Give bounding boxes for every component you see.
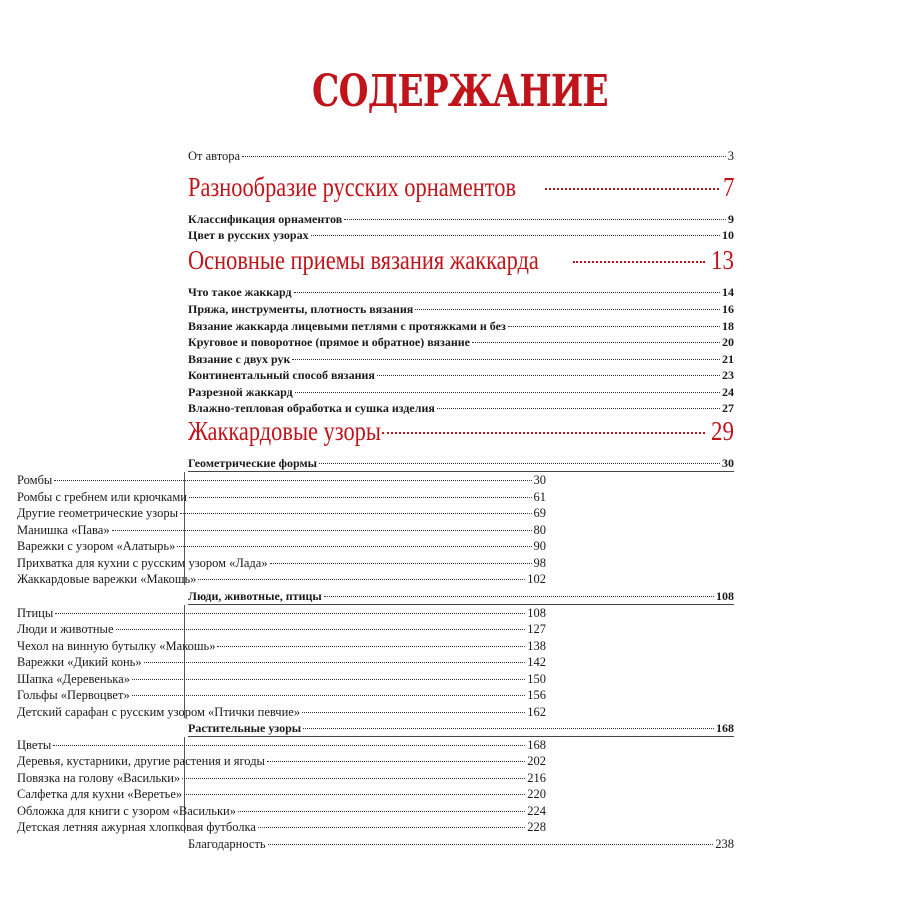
toc-entry-page-number: 23	[722, 368, 734, 382]
toc-section[interactable]	[188, 455, 734, 472]
toc-entry-outro[interactable]	[188, 836, 734, 853]
dot-leader	[54, 480, 531, 481]
toc-subentry-label: Гольфы «Первоцвет»	[17, 688, 130, 702]
dot-leader	[267, 761, 525, 762]
toc-subentry[interactable]	[17, 605, 546, 622]
toc-subentry-label: Жаккардовые варежки «Макошь»	[17, 572, 197, 586]
toc-subentry[interactable]	[17, 571, 546, 588]
toc-section-label: Геометрические формы	[188, 456, 318, 470]
toc-subentry-page-number: 156	[527, 688, 546, 702]
dot-leader	[112, 530, 532, 531]
toc-subentry[interactable]	[17, 737, 546, 754]
dot-leader	[382, 432, 705, 434]
toc-entry-label: Классификация орнаментов	[188, 212, 343, 226]
toc-entry-page-number: 18	[722, 319, 734, 333]
toc-subentry-page-number: 228	[527, 820, 546, 834]
toc-entry-page-number: 10	[722, 228, 734, 242]
toc-subentry[interactable]	[17, 538, 546, 555]
toc-subentry-page-number: 69	[533, 506, 546, 520]
toc-chapter[interactable]	[188, 170, 734, 206]
dot-leader	[437, 408, 720, 409]
toc-chapter-label: Основные приемы вязания жаккарда	[188, 245, 539, 275]
dot-leader	[319, 463, 720, 464]
dot-leader	[217, 646, 525, 647]
toc-entry-page-number: 20	[722, 335, 734, 349]
toc-entry-page-number: 9	[728, 212, 734, 226]
toc-subentry[interactable]	[17, 786, 546, 803]
toc-subentry[interactable]	[17, 505, 546, 522]
toc-section-page-number: 30	[722, 456, 734, 470]
toc-section[interactable]	[188, 588, 734, 605]
toc-subentry[interactable]	[17, 654, 546, 671]
toc-subentry-page-number: 162	[527, 705, 546, 719]
toc-subentry[interactable]	[17, 770, 546, 787]
toc-subentry-page-number: 224	[527, 804, 546, 818]
dot-leader	[472, 342, 720, 343]
dot-leader	[132, 679, 525, 680]
toc-subentry-page-number: 61	[533, 490, 546, 504]
toc-section[interactable]	[188, 720, 734, 737]
toc-subentry-label: Деревья, кустарники, другие растения и ягоды	[17, 754, 265, 768]
toc-entry[interactable]	[188, 334, 734, 351]
toc-subentry-label: Детский сарафан с русским узором «Птички певчие»	[17, 705, 301, 719]
toc-subentry[interactable]	[17, 819, 546, 836]
toc-subentry-label: Варежки с узором «Алатырь»	[17, 539, 176, 553]
toc-entry-page-number: 24	[722, 385, 734, 399]
toc-chapter-page-number: 13	[711, 245, 734, 275]
dot-leader	[242, 156, 726, 157]
dot-leader	[55, 613, 525, 614]
toc-subentry-page-number: 142	[527, 655, 546, 669]
page-title: СОДЕРЖАНИЕ	[312, 66, 608, 117]
toc-entry[interactable]	[188, 318, 734, 335]
toc-subentry-label: Птицы	[17, 606, 54, 620]
toc-subentry-page-number: 102	[527, 572, 546, 586]
toc-chapter[interactable]	[188, 243, 734, 279]
toc-subentry-label: Детская летняя ажурная хлопковая футболка	[17, 820, 256, 834]
toc-entry[interactable]	[188, 301, 734, 318]
toc-entry-intro-page-number: 3	[727, 149, 734, 163]
toc-entry-outro-label: Благодарность	[188, 837, 266, 851]
dot-leader	[302, 712, 525, 713]
toc-entry[interactable]	[188, 284, 734, 301]
toc-subentry[interactable]	[17, 803, 546, 820]
dot-leader	[344, 219, 726, 220]
toc-subentry[interactable]	[17, 638, 546, 655]
toc-entry-label: Вязание с двух рук	[188, 352, 291, 366]
toc-subentry[interactable]	[17, 555, 546, 572]
toc-entry-page-number: 21	[722, 352, 734, 366]
dot-leader	[238, 811, 525, 812]
dot-leader	[311, 235, 720, 236]
toc-subentry[interactable]	[17, 704, 546, 721]
toc-subentry-label: Шапка «Деревенька»	[17, 672, 130, 686]
toc-subentry[interactable]	[17, 472, 546, 489]
dot-leader	[53, 745, 525, 746]
toc-entry-outro-page-number: 238	[715, 837, 734, 851]
toc-entry[interactable]	[188, 384, 734, 401]
toc-entry-label: Цвет в русских узорах	[188, 228, 309, 242]
toc-subentry[interactable]	[17, 671, 546, 688]
toc-subentry-page-number: 30	[533, 473, 546, 487]
dot-leader	[198, 579, 525, 580]
toc-entry[interactable]	[188, 211, 734, 228]
toc-subentry-page-number: 98	[533, 556, 546, 570]
toc-chapter[interactable]	[188, 414, 734, 450]
dot-leader	[182, 778, 525, 779]
toc-entry[interactable]	[188, 351, 734, 368]
toc-subentry[interactable]	[17, 687, 546, 704]
dot-leader	[377, 375, 720, 376]
toc-subentry-label: Повязка на голову «Васильки»	[17, 771, 181, 785]
toc-entry-label: Вязание жаккарда лицевыми петлями с протяжками и без	[188, 319, 506, 333]
toc-subentry-page-number: 220	[527, 787, 546, 801]
dot-leader	[132, 695, 526, 696]
dot-leader	[573, 261, 705, 263]
toc-subentry-page-number: 80	[533, 523, 546, 537]
toc-chapter-label: Разнообразие русских орнаментов	[188, 172, 517, 202]
toc-subentry[interactable]	[17, 621, 546, 638]
toc-subentry-label: Ромбы	[17, 473, 53, 487]
dot-leader	[324, 596, 714, 597]
toc-subentry-label: Манишка «Пава»	[17, 523, 110, 537]
toc-chapter-page-number: 7	[722, 172, 734, 202]
toc-subentry-page-number: 127	[527, 622, 546, 636]
toc-subentry-label: Варежки «Дикий конь»	[17, 655, 142, 669]
toc-entry-page-number: 27	[722, 401, 734, 415]
dot-leader	[294, 292, 720, 293]
toc-subentry-label: Салфетка для кухни «Веретье»	[17, 787, 183, 801]
dot-leader	[116, 629, 526, 630]
dot-leader	[268, 844, 714, 845]
toc-entry-label: Континентальный способ вязания	[188, 368, 375, 382]
toc-subentry-page-number: 202	[527, 754, 546, 768]
toc-subentry[interactable]	[17, 753, 546, 770]
toc-subentry-label: Чехол на винную бутылку «Макошь»	[17, 639, 216, 653]
dot-leader	[295, 392, 720, 393]
dot-leader	[258, 827, 525, 828]
toc-entry-page-number: 16	[722, 302, 734, 316]
toc-entry-label: Влажно-тепловая обработка и сушка изделия	[188, 401, 435, 415]
dot-leader	[144, 662, 526, 663]
dot-leader	[180, 513, 531, 514]
dot-leader	[303, 728, 714, 729]
toc-section-label: Растительные узоры	[188, 721, 302, 735]
toc-chapter-page-number: 29	[711, 416, 734, 446]
toc-entry-label: Пряжа, инструменты, плотность вязания	[188, 302, 414, 316]
dot-leader	[508, 326, 720, 327]
toc-section-page-number: 168	[716, 721, 734, 735]
toc-section-label: Люди, животные, птицы	[188, 589, 322, 603]
toc-chapter-label: Жаккардовые узоры	[188, 416, 381, 446]
toc-subentry-label: Прихватка для кухни с русским узором «Лада»	[17, 556, 268, 570]
toc-subentry-label: Ромбы с гребнем или крючками	[17, 490, 187, 504]
toc-subentry-label: Другие геометрические узоры	[17, 506, 179, 520]
toc-section-page-number: 108	[716, 589, 734, 603]
dot-leader	[415, 309, 720, 310]
toc-subentry-page-number: 216	[527, 771, 546, 785]
toc-subentry-label: Люди и животные	[17, 622, 114, 636]
toc-entry[interactable]	[188, 227, 734, 244]
toc-subentry[interactable]	[17, 489, 546, 506]
toc-entry-page-number: 14	[722, 285, 734, 299]
toc-subentry-label: Обложка для книги с узором «Васильки»	[17, 804, 236, 818]
toc-entry-label: Что такое жаккард	[188, 285, 292, 299]
dot-leader	[270, 563, 532, 564]
toc-subentry-label: Цветы	[17, 738, 52, 752]
toc-subentry[interactable]	[17, 522, 546, 539]
dot-leader	[545, 188, 718, 190]
dot-leader	[189, 497, 532, 498]
toc-entry-label: Круговое и поворотное (прямое и обратное) вязание	[188, 335, 470, 349]
toc-subentry-page-number: 168	[527, 738, 546, 752]
toc-entry-label: Разрезной жаккард	[188, 385, 293, 399]
toc-entry-intro[interactable]	[188, 148, 734, 165]
dot-leader	[292, 359, 720, 360]
toc-subentry-page-number: 150	[527, 672, 546, 686]
toc-entry[interactable]	[188, 367, 734, 384]
toc-subentry-page-number: 108	[527, 606, 546, 620]
toc-subentry-page-number: 138	[527, 639, 546, 653]
dot-leader	[184, 794, 525, 795]
toc-entry-intro-label: От автора	[188, 149, 241, 163]
dot-leader	[177, 546, 531, 547]
toc-subentry-page-number: 90	[533, 539, 546, 553]
